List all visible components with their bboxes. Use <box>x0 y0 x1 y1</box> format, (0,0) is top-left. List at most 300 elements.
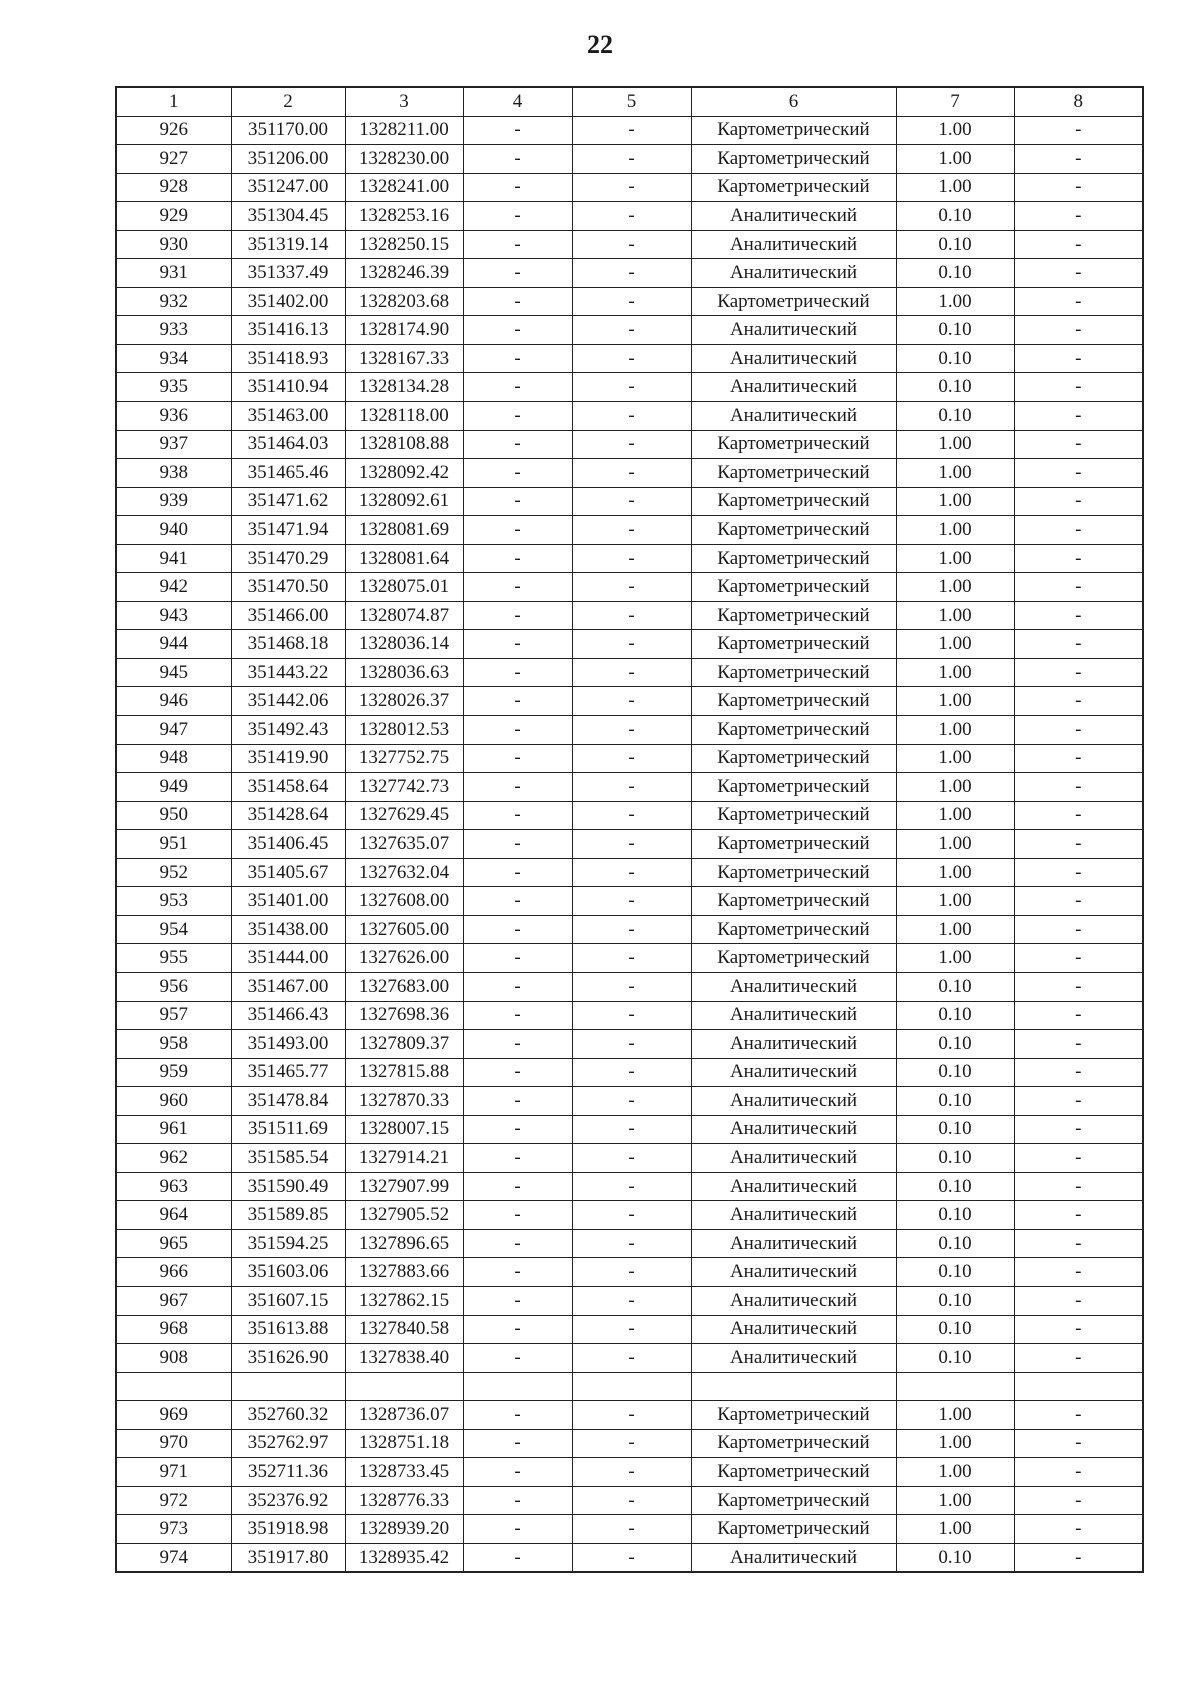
table-row <box>116 716 1143 745</box>
table-cell: - <box>463 259 572 288</box>
table-cell: - <box>463 1172 572 1201</box>
table-cell: - <box>572 1429 691 1458</box>
table-cell: Картометрический <box>691 1401 896 1430</box>
column-header: 6 <box>691 87 896 116</box>
table-cell: 1.00 <box>896 573 1014 602</box>
table-cell: - <box>463 601 572 630</box>
table-cell: Аналитический <box>691 1201 896 1230</box>
table-cell: - <box>463 1201 572 1230</box>
table-row <box>116 516 1143 545</box>
table-cell: Картометрический <box>691 630 896 659</box>
table-cell <box>116 1372 231 1401</box>
table-cell: 351603.06 <box>231 1258 345 1287</box>
table-cell: 0.10 <box>896 230 1014 259</box>
table-cell: 1328230.00 <box>345 145 463 174</box>
table-cell: 351443.22 <box>231 658 345 687</box>
table-row <box>116 1115 1143 1144</box>
table-cell: Картометрический <box>691 430 896 459</box>
table-cell: 1328092.42 <box>345 459 463 488</box>
table-cell: - <box>463 344 572 373</box>
table-cell: 351511.69 <box>231 1115 345 1144</box>
table-cell: 0.10 <box>896 1115 1014 1144</box>
table-cell: 972 <box>116 1486 231 1515</box>
table-cell: Картометрический <box>691 1486 896 1515</box>
table-cell: 351418.93 <box>231 344 345 373</box>
table-body <box>116 116 1143 1572</box>
table-cell: - <box>463 287 572 316</box>
table-cell: 351405.67 <box>231 858 345 887</box>
table-cell: - <box>463 202 572 231</box>
table-cell: 1327907.99 <box>345 1172 463 1201</box>
table-cell: - <box>463 1344 572 1373</box>
table-cell: 351470.50 <box>231 573 345 602</box>
table-cell: 1.00 <box>896 716 1014 745</box>
table-cell: - <box>572 630 691 659</box>
table-cell: - <box>572 1458 691 1487</box>
table-cell: 1.00 <box>896 915 1014 944</box>
table-cell: - <box>463 1030 572 1059</box>
table-cell: Аналитический <box>691 1001 896 1030</box>
table-cell: Аналитический <box>691 1172 896 1201</box>
table-cell: - <box>1014 1172 1143 1201</box>
table-cell: - <box>1014 373 1143 402</box>
table-cell: Аналитический <box>691 1258 896 1287</box>
table-cell: 351466.43 <box>231 1001 345 1030</box>
table-cell: Картометрический <box>691 1429 896 1458</box>
table-cell: 965 <box>116 1229 231 1258</box>
table-cell: 0.10 <box>896 1030 1014 1059</box>
table-cell: 351206.00 <box>231 145 345 174</box>
table-cell: 351458.64 <box>231 773 345 802</box>
table-cell: 1328241.00 <box>345 173 463 202</box>
table-cell: 352711.36 <box>231 1458 345 1487</box>
table-cell: - <box>572 116 691 145</box>
table-cell: 1327605.00 <box>345 915 463 944</box>
table-cell: 351410.94 <box>231 373 345 402</box>
table-cell: 973 <box>116 1515 231 1544</box>
table-cell: - <box>1014 487 1143 516</box>
table-cell: - <box>572 1315 691 1344</box>
table-cell: 970 <box>116 1429 231 1458</box>
table-cell: 1.00 <box>896 801 1014 830</box>
table-cell: 1327862.15 <box>345 1286 463 1315</box>
table-cell: - <box>463 373 572 402</box>
table-cell: 0.10 <box>896 1286 1014 1315</box>
table-cell: Картометрический <box>691 601 896 630</box>
table-cell: 1.00 <box>896 1429 1014 1458</box>
table-cell: 0.10 <box>896 1315 1014 1344</box>
table-cell: 1.00 <box>896 687 1014 716</box>
table-row <box>116 1144 1143 1173</box>
table-cell: 351471.62 <box>231 487 345 516</box>
table-cell: - <box>1014 1458 1143 1487</box>
table-cell: 351613.88 <box>231 1315 345 1344</box>
table-row <box>116 830 1143 859</box>
table-cell: 950 <box>116 801 231 830</box>
table-cell: Аналитический <box>691 402 896 431</box>
table-cell: - <box>572 430 691 459</box>
table-cell: 1.00 <box>896 658 1014 687</box>
table-cell: - <box>572 1172 691 1201</box>
table-cell: - <box>572 202 691 231</box>
table-cell: 351585.54 <box>231 1144 345 1173</box>
table-cell: - <box>1014 230 1143 259</box>
table-cell: 351466.00 <box>231 601 345 630</box>
table-cell: 0.10 <box>896 1172 1014 1201</box>
table-cell: - <box>572 1543 691 1572</box>
table-cell: 1327742.73 <box>345 773 463 802</box>
table-row <box>116 316 1143 345</box>
table-cell: 352762.97 <box>231 1429 345 1458</box>
table-cell: 1327815.88 <box>345 1058 463 1087</box>
table-cell: - <box>1014 1486 1143 1515</box>
table-cell: 1328012.53 <box>345 716 463 745</box>
table-cell: Аналитический <box>691 1344 896 1373</box>
table-cell: 351478.84 <box>231 1087 345 1116</box>
table-cell: - <box>1014 1058 1143 1087</box>
table-cell: - <box>463 459 572 488</box>
table-cell: 1328776.33 <box>345 1486 463 1515</box>
table-cell: Картометрический <box>691 116 896 145</box>
table-cell: Картометрический <box>691 915 896 944</box>
table-cell: 926 <box>116 116 231 145</box>
table-row <box>116 230 1143 259</box>
table-row <box>116 858 1143 887</box>
table-cell: - <box>1014 459 1143 488</box>
table-cell: - <box>572 601 691 630</box>
table-cell: - <box>572 173 691 202</box>
table-cell: - <box>463 944 572 973</box>
table-cell: 351247.00 <box>231 173 345 202</box>
table-cell: 351492.43 <box>231 716 345 745</box>
table-cell: Аналитический <box>691 1144 896 1173</box>
table-cell: 351428.64 <box>231 801 345 830</box>
table-cell: - <box>572 344 691 373</box>
table-cell: - <box>1014 801 1143 830</box>
table-cell: - <box>463 1543 572 1572</box>
table-cell: 1328026.37 <box>345 687 463 716</box>
table-cell: - <box>1014 1344 1143 1373</box>
table-cell: - <box>572 544 691 573</box>
table-row <box>116 544 1143 573</box>
table-cell: 1327840.58 <box>345 1315 463 1344</box>
table-cell: 0.10 <box>896 316 1014 345</box>
table-row <box>116 202 1143 231</box>
table-cell: Аналитический <box>691 1058 896 1087</box>
table-cell: 1327905.52 <box>345 1201 463 1230</box>
table-cell: - <box>572 459 691 488</box>
table-cell: - <box>572 516 691 545</box>
table-cell: 0.10 <box>896 1201 1014 1230</box>
table-cell: Картометрический <box>691 173 896 202</box>
table-cell: - <box>463 230 572 259</box>
table-cell: - <box>1014 915 1143 944</box>
table-cell: - <box>1014 1144 1143 1173</box>
table-cell: - <box>572 1515 691 1544</box>
table-cell <box>1014 1372 1143 1401</box>
table-cell: Аналитический <box>691 1087 896 1116</box>
table-cell: 940 <box>116 516 231 545</box>
table-row <box>116 287 1143 316</box>
table-cell: 908 <box>116 1344 231 1373</box>
table-row <box>116 944 1143 973</box>
table-cell: 960 <box>116 1087 231 1116</box>
column-header: 8 <box>1014 87 1143 116</box>
table-cell: 0.10 <box>896 1229 1014 1258</box>
table-row <box>116 1229 1143 1258</box>
table-cell: 1.00 <box>896 858 1014 887</box>
table-cell: 958 <box>116 1030 231 1059</box>
table-cell <box>231 1372 345 1401</box>
table-cell: 352760.32 <box>231 1401 345 1430</box>
table-cell: - <box>572 744 691 773</box>
table-row <box>116 1087 1143 1116</box>
table-cell: 961 <box>116 1115 231 1144</box>
column-header: 2 <box>231 87 345 116</box>
table-cell: - <box>1014 744 1143 773</box>
table-cell: 1.00 <box>896 1401 1014 1430</box>
table-cell: 1328253.16 <box>345 202 463 231</box>
table-cell: - <box>463 1001 572 1030</box>
table-cell: 1328250.15 <box>345 230 463 259</box>
table-cell: 351465.46 <box>231 459 345 488</box>
table-row <box>116 801 1143 830</box>
table-cell: Аналитический <box>691 1030 896 1059</box>
table-cell: 351589.85 <box>231 1201 345 1230</box>
table-cell: Картометрический <box>691 858 896 887</box>
table-cell: - <box>572 716 691 745</box>
table-cell: Картометрический <box>691 1458 896 1487</box>
table-cell: 1327809.37 <box>345 1030 463 1059</box>
table-cell: - <box>572 287 691 316</box>
table-cell: - <box>572 145 691 174</box>
table-cell: - <box>463 1315 572 1344</box>
table-cell: 351467.00 <box>231 972 345 1001</box>
table-row <box>116 601 1143 630</box>
table-cell: 1.00 <box>896 430 1014 459</box>
table-cell: - <box>463 1401 572 1430</box>
table-cell: 1.00 <box>896 544 1014 573</box>
table-cell: 937 <box>116 430 231 459</box>
table-cell: 956 <box>116 972 231 1001</box>
table-cell: Аналитический <box>691 230 896 259</box>
table-cell: - <box>463 773 572 802</box>
table-cell: Аналитический <box>691 972 896 1001</box>
table-cell: 966 <box>116 1258 231 1287</box>
table-cell: - <box>572 1144 691 1173</box>
table-cell: 351337.49 <box>231 259 345 288</box>
table-cell: 351406.45 <box>231 830 345 859</box>
table-cell: - <box>572 373 691 402</box>
table-cell: 938 <box>116 459 231 488</box>
table-row <box>116 1543 1143 1572</box>
table-cell: 351917.80 <box>231 1543 345 1572</box>
table-cell: - <box>1014 858 1143 887</box>
table-cell: - <box>1014 1315 1143 1344</box>
table-cell: 351465.77 <box>231 1058 345 1087</box>
table-cell: - <box>1014 1030 1143 1059</box>
table-cell: 351468.18 <box>231 630 345 659</box>
table-cell: 1328736.07 <box>345 1401 463 1430</box>
table-cell <box>345 1372 463 1401</box>
table-cell: 968 <box>116 1315 231 1344</box>
table-cell: 351463.00 <box>231 402 345 431</box>
table-cell: 1.00 <box>896 145 1014 174</box>
table-cell: - <box>463 1429 572 1458</box>
table-cell: - <box>572 1087 691 1116</box>
table-cell: 1328174.90 <box>345 316 463 345</box>
table-cell: 351626.90 <box>231 1344 345 1373</box>
table-cell: 954 <box>116 915 231 944</box>
table-cell: - <box>572 1030 691 1059</box>
table-cell: - <box>463 858 572 887</box>
table-row <box>116 373 1143 402</box>
table-row <box>116 1315 1143 1344</box>
table-cell <box>463 1372 572 1401</box>
table-cell: 1327883.66 <box>345 1258 463 1287</box>
table-cell: 351416.13 <box>231 316 345 345</box>
table-cell: 1328036.14 <box>345 630 463 659</box>
table-cell: Аналитический <box>691 1115 896 1144</box>
table-cell: 351304.45 <box>231 202 345 231</box>
table-cell: 1.00 <box>896 1486 1014 1515</box>
table-cell: 929 <box>116 202 231 231</box>
table-cell: 351419.90 <box>231 744 345 773</box>
table-cell: - <box>572 1229 691 1258</box>
table-cell: Картометрический <box>691 459 896 488</box>
table-cell: - <box>463 145 572 174</box>
table-cell: 351493.00 <box>231 1030 345 1059</box>
table-cell: - <box>463 887 572 916</box>
table-row <box>116 1429 1143 1458</box>
table-cell: 1328036.63 <box>345 658 463 687</box>
table-row <box>116 487 1143 516</box>
table-cell: 967 <box>116 1286 231 1315</box>
table-row <box>116 1344 1143 1373</box>
table-cell: 1327629.45 <box>345 801 463 830</box>
table-cell: 1327752.75 <box>345 744 463 773</box>
table-cell: Картометрический <box>691 487 896 516</box>
table-cell: 959 <box>116 1058 231 1087</box>
table-cell: 351402.00 <box>231 287 345 316</box>
table-cell: 946 <box>116 687 231 716</box>
table-cell: 1328167.33 <box>345 344 463 373</box>
table-cell: - <box>572 830 691 859</box>
table-cell: - <box>1014 1401 1143 1430</box>
table-cell: 964 <box>116 1201 231 1230</box>
table-cell: - <box>572 1258 691 1287</box>
table-cell: - <box>1014 1115 1143 1144</box>
table-cell: 0.10 <box>896 1144 1014 1173</box>
table-cell: Картометрический <box>691 887 896 916</box>
table-cell: - <box>1014 1258 1143 1287</box>
table-cell: 1328751.18 <box>345 1429 463 1458</box>
table-cell: Картометрический <box>691 1515 896 1544</box>
table-cell: Картометрический <box>691 658 896 687</box>
table-cell: 935 <box>116 373 231 402</box>
table-cell: 351471.94 <box>231 516 345 545</box>
table-cell: 1327608.00 <box>345 887 463 916</box>
table-row <box>116 173 1143 202</box>
table-cell: - <box>463 1087 572 1116</box>
table-cell: 971 <box>116 1458 231 1487</box>
table-cell: - <box>1014 972 1143 1001</box>
table-cell: Аналитический <box>691 1543 896 1572</box>
table-cell: - <box>572 801 691 830</box>
table-cell: 1327698.36 <box>345 1001 463 1030</box>
table-cell: 952 <box>116 858 231 887</box>
table-cell: 1.00 <box>896 773 1014 802</box>
table-cell: 0.10 <box>896 259 1014 288</box>
table-cell: - <box>1014 1229 1143 1258</box>
column-header: 1 <box>116 87 231 116</box>
table-cell: - <box>1014 887 1143 916</box>
table-cell: 1328118.00 <box>345 402 463 431</box>
table-cell: - <box>572 1401 691 1430</box>
table-cell: - <box>1014 658 1143 687</box>
table-cell: 0.10 <box>896 402 1014 431</box>
table-cell: - <box>572 1001 691 1030</box>
table-cell: Картометрический <box>691 744 896 773</box>
table-cell: 932 <box>116 287 231 316</box>
table-cell: - <box>1014 1429 1143 1458</box>
table-cell: 351918.98 <box>231 1515 345 1544</box>
table-cell: - <box>1014 402 1143 431</box>
table-cell: 934 <box>116 344 231 373</box>
table-cell: 1328081.64 <box>345 544 463 573</box>
table-row <box>116 402 1143 431</box>
table-cell: 943 <box>116 601 231 630</box>
column-header: 5 <box>572 87 691 116</box>
table-cell: - <box>1014 1515 1143 1544</box>
table-cell: 351590.49 <box>231 1172 345 1201</box>
table-row <box>116 116 1143 145</box>
table-cell: Картометрический <box>691 573 896 602</box>
table-cell: 0.10 <box>896 1258 1014 1287</box>
table-cell: - <box>572 687 691 716</box>
table-cell <box>572 1372 691 1401</box>
table-row <box>116 773 1143 802</box>
table-cell: 351442.06 <box>231 687 345 716</box>
table-cell: Картометрический <box>691 687 896 716</box>
column-header: 3 <box>345 87 463 116</box>
table-cell: Аналитический <box>691 1229 896 1258</box>
table-cell: 1328935.42 <box>345 1543 463 1572</box>
table-row <box>116 915 1143 944</box>
table-cell: Аналитический <box>691 316 896 345</box>
table-row <box>116 1286 1143 1315</box>
table-cell: 351607.15 <box>231 1286 345 1315</box>
table-cell: 352376.92 <box>231 1486 345 1515</box>
table-cell: 0.10 <box>896 1001 1014 1030</box>
table-row <box>116 887 1143 916</box>
table-row <box>116 1201 1143 1230</box>
table-cell: 949 <box>116 773 231 802</box>
table-cell: - <box>572 887 691 916</box>
table-cell: - <box>463 430 572 459</box>
table-cell: 974 <box>116 1543 231 1572</box>
table-cell: - <box>1014 516 1143 545</box>
table-cell: 1328075.01 <box>345 573 463 602</box>
table-cell: Аналитический <box>691 202 896 231</box>
table-cell: - <box>572 972 691 1001</box>
table-cell: 1327683.00 <box>345 972 463 1001</box>
table-cell: - <box>463 573 572 602</box>
table-cell: - <box>1014 202 1143 231</box>
table-cell: - <box>572 1344 691 1373</box>
table-row <box>116 1030 1143 1059</box>
table-cell: 0.10 <box>896 1543 1014 1572</box>
